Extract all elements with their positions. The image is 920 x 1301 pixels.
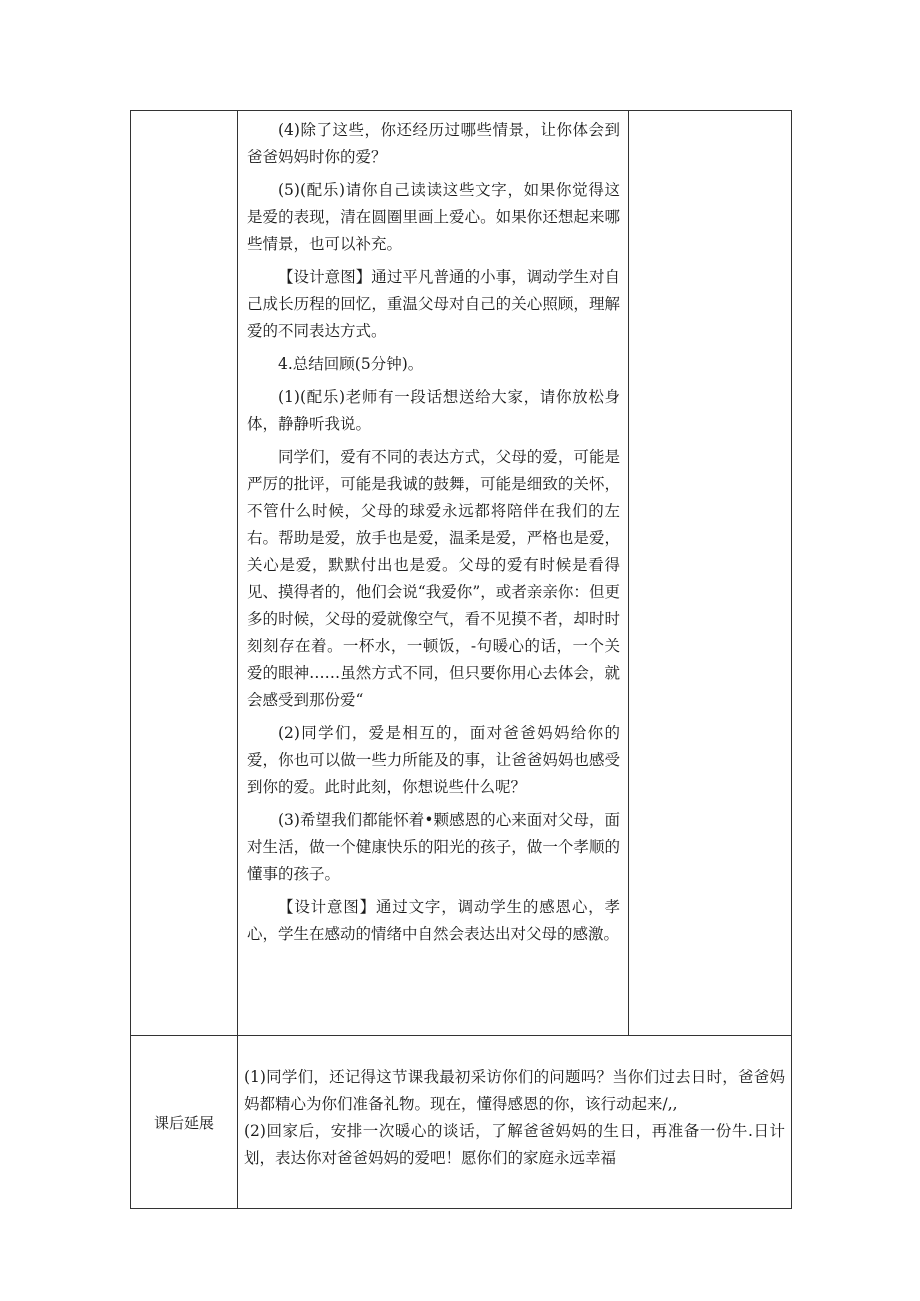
design-intent-2: 【设计意图】通过文字，调动学生的感恩心，孝心，学生在感动的情绪中自然会表达出对父母的感激。 bbox=[247, 898, 620, 943]
step-5-reading: (5)(配乐)请你自己读读这些文字，如果你觉得这是爱的表现，清在圆圈里画上爱心。如果你还想起来哪些情景，也可以补充。 bbox=[247, 181, 620, 253]
lesson-plan-table bbox=[130, 110, 792, 1209]
step-4-question: (4)除了这些，你还经历过哪些情景，让你体会到爸爸妈妈时你的爱？ bbox=[247, 121, 620, 166]
teacher-speech: 同学们，爱有不同的表达方式，父母的爱，可能是严厉的批评，可能是我诚的鼓舞，可能是细致的关怀，不管什么时候，父母的球爱永远都将陪伴在我们的左右。帮助是爱，放手也是爱，温柔是爱，严格也是爱，关心是爱，默默付出也是爱。父母的爱有时候是看得见、摸得者的，他们会说“我爱你”，或者亲亲你：但更多的时候，父母的爱就像空气，看不见摸不者，却时时刻刻存在着。一杯水，一顿饭，-句暖心的话，一个关爱的眼神……虽然方式不同，但只要你用心去体会，就会感受到那份爱“ bbox=[247, 448, 620, 709]
teaching-process-row bbox=[131, 111, 792, 1036]
extension-line-1: (1)同学们，还记得这节课我最初采访你们的问题吗？当你们过去日时，爸爸妈妈都精心为你们准备礼物。现在，懂得感恩的你，该行动起来/,, bbox=[244, 1068, 785, 1113]
summary-step-1: (1)(配乐)老师有一段话想送给大家，请你放松身体，静静听我说。 bbox=[247, 388, 620, 433]
row-label-cell bbox=[131, 111, 238, 1036]
extension-row bbox=[131, 1036, 792, 1209]
teaching-content-cell bbox=[238, 111, 629, 1036]
notes-cell bbox=[629, 111, 792, 1036]
summary-heading: 4.总结回顾(5分钟)。 bbox=[278, 355, 424, 373]
extension-content-cell bbox=[238, 1036, 792, 1209]
design-intent-1: 【设计意图】通过平凡普通的小事，调动学生对自己成长历程的回忆，重温父母对自己的关心照顾，理解爱的不同表达方式。 bbox=[247, 268, 620, 340]
summary-step-2: (2)同学们，爱是相互的，面对爸爸妈妈给你的爱，你也可以做一些力所能及的事，让爸爸妈妈也感受到你的爱。此时此刻，你想说些什么呢？ bbox=[247, 724, 620, 796]
extension-line-2: (2)回家后，安排一次暖心的谈话，了解爸爸妈妈的生日，再准备一份牛.日计划，表达你对爸爸妈妈的爱吧！愿你们的家庭永远幸福 bbox=[244, 1122, 785, 1167]
extension-label: 课后延展 bbox=[131, 1036, 238, 1209]
summary-step-3: (3)希望我们都能怀着•颗感恩的心来面对父母，面对生活，做一个健康快乐的阳光的孩子，做一个孝顺的懂事的孩子。 bbox=[247, 811, 620, 883]
